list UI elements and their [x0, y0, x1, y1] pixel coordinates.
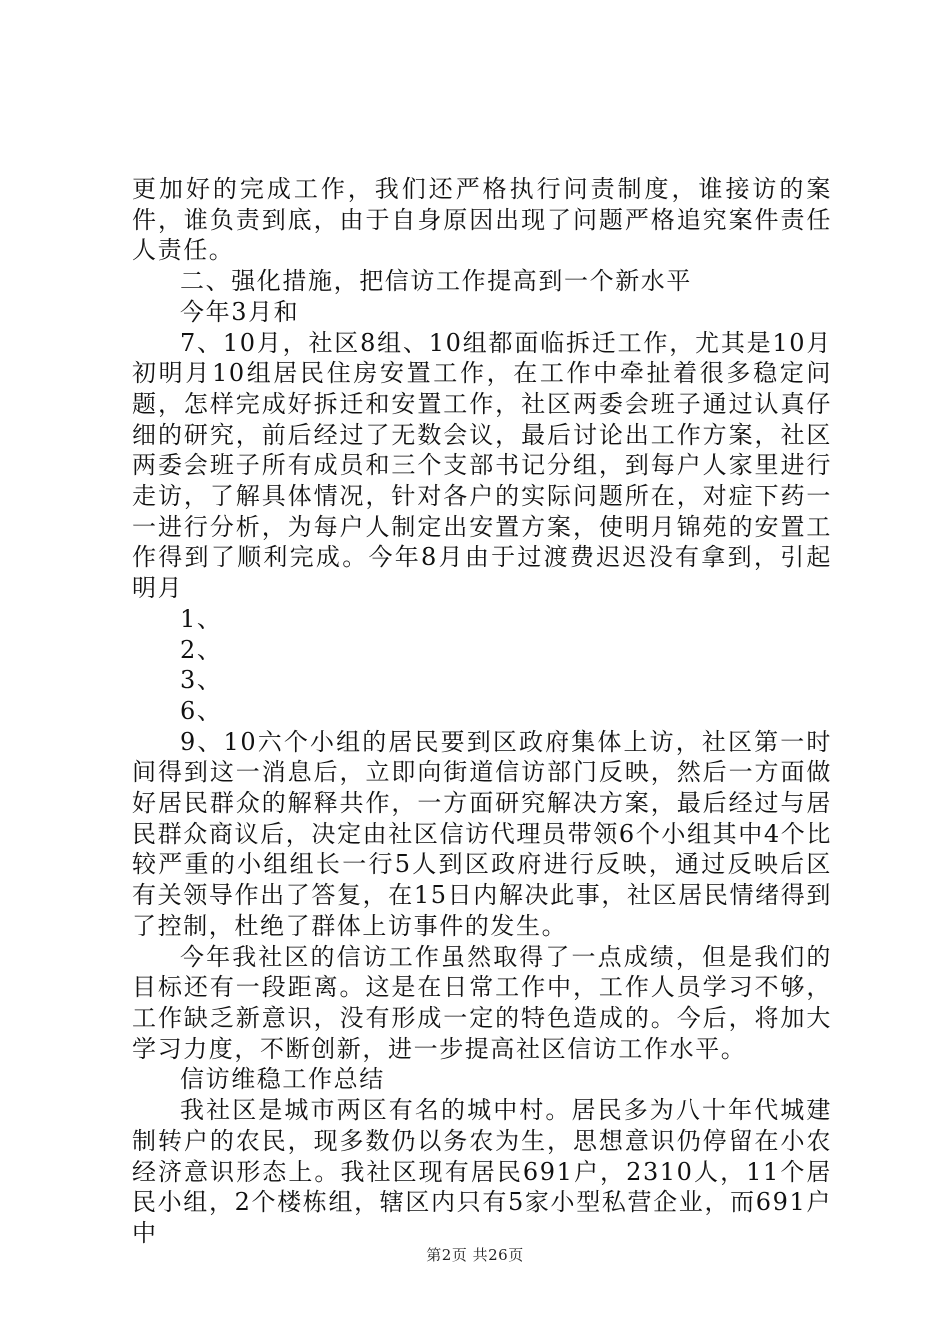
paragraph: 今年3月和	[180, 297, 300, 326]
list-marker: 1、	[180, 604, 223, 633]
list-marker: 2、	[180, 635, 223, 664]
list-marker: 6、	[180, 696, 223, 725]
paragraph: 7、10月，社区8组、10组都面临拆迁工作，尤其是10月初明月10组居民住房安置工作，在工作中牵扯着很多稳定问题，怎样完成好拆迁和安置工作，社区两委会班子通过认真仔细的研究，前后经过了无数会议，最后讨论出工作方案，社区两委会班子所有成员和三个支部书记分组，到每户人家里进行走访，了解具体情况，针对各户的实际问题所在，对症下药一一进行分析，为每户人制定出安置方案，使明月锦苑的安置工作得到了顺利完成。今年8月由于过渡费迟迟没有拿到，引起明月	[132, 328, 832, 603]
section-title: 信访维稳工作总结	[180, 1065, 385, 1094]
paragraph: 我社区是城市两区有名的城中村。居民多为八十年代城建制转户的农民，现多数仍以务农为生，思想意识仍停留在小农经济意识形态上。我社区现有居民691户，2310人，11个居民小组，2个楼栋组，辖区内只有5家小型私营企业，而691户中	[132, 1096, 832, 1247]
paragraph: 更加好的完成工作，我们还严格执行问责制度，谁接访的案件，谁负责到底，由于自身原因出现了问题严格追究案件责任人责任。	[132, 175, 832, 265]
list-marker: 3、	[180, 666, 223, 695]
section-heading: 二、强化措施，把信访工作提高到一个新水平	[180, 267, 692, 296]
paragraph: 今年我社区的信访工作虽然取得了一点成绩，但是我们的目标还有一段距离。这是在日常工作中，工作人员学习不够，工作缺乏新意识，没有形成一定的特色造成的。今后，将加大学习力度，不断创新，进一步提高社区信访工作水平。	[132, 942, 832, 1063]
page-number: 第2页 共26页	[426, 1246, 524, 1264]
document-body	[132, 174, 832, 1249]
paragraph: 9、10六个小组的居民要到区政府集体上访，社区第一时间得到这一消息后，立即向街道信访部门反映，然后一方面做好居民群众的解释共作，一方面研究解决方案，最后经过与居民群众商议后，决定由社区信访代理员带领6个小组其中4个比较严重的小组组长一行5人到区政府进行反映，通过反映后区有关领导作出了答复，在15日内解决此事，社区居民情绪得到了控制，杜绝了群体上访事件的发生。	[132, 727, 832, 940]
